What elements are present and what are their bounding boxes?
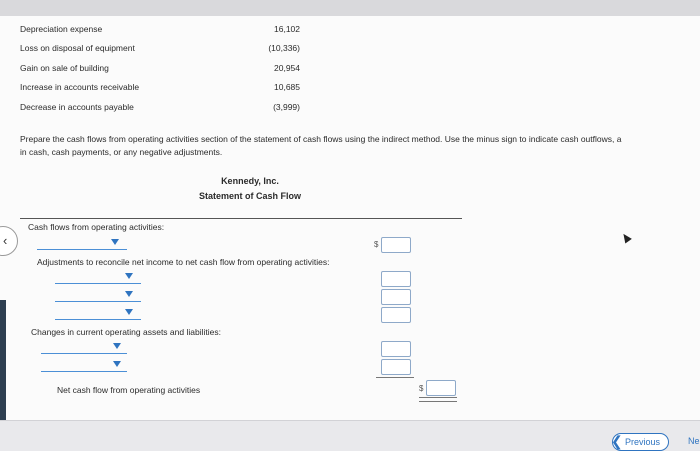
adjustment-amount-input-3[interactable] xyxy=(381,307,411,323)
change-amount-input-2[interactable] xyxy=(381,359,411,375)
given-label: Decrease in accounts payable xyxy=(20,102,134,112)
given-value: 10,685 xyxy=(274,82,300,92)
changes-label: Changes in current operating assets and liabilities: xyxy=(31,327,221,337)
net-cash-flow-label: Net cash flow from operating activities xyxy=(57,385,201,395)
given-row-accounts-receivable xyxy=(20,80,310,96)
given-row-gain-building xyxy=(20,61,310,77)
given-row-depreciation xyxy=(20,22,310,38)
chevron-left-icon: ❮ xyxy=(611,433,623,449)
adjustment-amount-input-2[interactable] xyxy=(381,289,411,305)
chevron-down-icon xyxy=(113,343,121,349)
given-value: (3,999) xyxy=(273,102,300,112)
adjustment-dropdown-1[interactable] xyxy=(55,271,141,284)
given-row-loss-equipment xyxy=(20,41,310,57)
dollar-sign: $ xyxy=(419,384,424,393)
net-cash-flow-input[interactable] xyxy=(426,380,456,396)
cash-flows-label: Cash flows from operating activities: xyxy=(28,222,165,232)
statement-divider xyxy=(20,218,462,219)
previous-button[interactable] xyxy=(612,433,669,451)
change-dropdown-1[interactable] xyxy=(41,341,127,354)
chevron-down-icon xyxy=(125,291,133,297)
given-row-accounts-payable xyxy=(20,100,310,116)
dollar-sign: $ xyxy=(374,240,379,249)
previous-label: Previous xyxy=(625,437,661,447)
chevron-left-icon: ‹ xyxy=(3,233,8,248)
adjustment-dropdown-2[interactable] xyxy=(55,289,141,302)
adjustments-label: Adjustments to reconcile net income to net cash flow from operating activities: xyxy=(37,257,330,267)
chevron-down-icon xyxy=(113,361,121,367)
instructions-text xyxy=(20,133,700,159)
given-value: (10,336) xyxy=(268,43,300,53)
chevron-down-icon xyxy=(125,309,133,315)
given-label: Loss on disposal of equipment xyxy=(20,43,135,53)
change-dropdown-2[interactable] xyxy=(41,359,127,372)
given-label: Depreciation expense xyxy=(20,24,103,34)
total-double-underline xyxy=(419,397,457,402)
net-income-dropdown[interactable] xyxy=(37,237,127,250)
instructions-line-2: in cash, cash payments, or any negative adjustments. xyxy=(20,147,223,157)
subtotal-line xyxy=(376,377,414,378)
chevron-down-icon xyxy=(125,273,133,279)
bottom-nav-bar xyxy=(0,420,700,451)
given-value: 16,102 xyxy=(274,24,300,34)
next-button[interactable]: Ne xyxy=(688,436,700,446)
change-amount-input-1[interactable] xyxy=(381,341,411,357)
given-label: Gain on sale of building xyxy=(20,63,109,73)
given-label: Increase in accounts receivable xyxy=(20,82,140,92)
statement-title: Statement of Cash Flow xyxy=(198,191,301,201)
instructions-line-1: Prepare the cash flows from operating activities section of the statement of cash flows using the indirect method. Use the minus sign to indicate cash outflows, a xyxy=(20,134,622,144)
left-edge-strip xyxy=(0,300,6,430)
chevron-down-icon xyxy=(111,239,119,245)
adjustment-amount-input-1[interactable] xyxy=(381,271,411,287)
company-name: Kennedy, Inc. xyxy=(221,176,279,186)
adjustment-dropdown-3[interactable] xyxy=(55,307,141,320)
given-value: 20,954 xyxy=(274,63,300,73)
net-income-amount-input[interactable] xyxy=(381,237,411,253)
top-bar xyxy=(0,0,700,16)
